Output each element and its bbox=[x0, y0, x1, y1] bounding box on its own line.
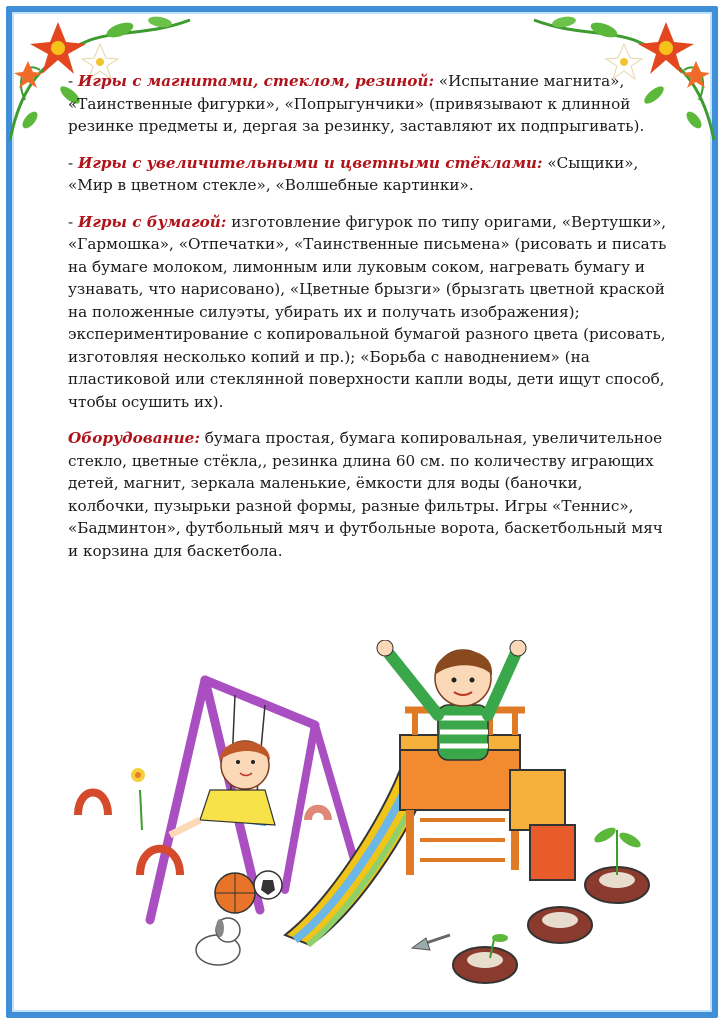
flower-icon bbox=[131, 768, 145, 830]
section-body: изготовление фигурок по типу оригами, «Вертушки», «Гармошка», «Отпечатки», «Таинственные письмена» (рисовать и писать на бумаге молоком, лимонным или луковым соком, нагревать бумагу и узнавать, что нарисовано), «Цветные брызги» (брызгать цветной краской на положенные силуэты, убирать их и получать изображения); экспериментирование с копировальной бумагой разного цвета (рисовать, изготовляя несколько копий и пр.); «Борьба с наводнением» (на пластиковой или стеклянной поверхности капли воды, дети ищут способ, чтобы осушить их). bbox=[68, 212, 667, 411]
slide-icon bbox=[285, 710, 575, 945]
section-equipment bbox=[68, 427, 668, 562]
section-magnets bbox=[68, 70, 668, 138]
content bbox=[68, 70, 668, 576]
section-body: «Сыщики», «Мир в цветном стекле», «Волшебные картинки». bbox=[68, 153, 639, 194]
section-glass bbox=[68, 152, 668, 197]
section-prefix: - bbox=[68, 72, 78, 90]
section-paper bbox=[68, 211, 668, 414]
puppy-icon bbox=[196, 918, 240, 965]
section-body: бумага простая, бумага копировальная, увеличительное стекло, цветные стёкла,, резинка длина 60 см. по количеству играющих детей, магнит, зеркала маленькие, ёмкости для воды (баночки, колбочки, пузырьки разной формы, разные фильтры. Игры «Теннис», «Бадминтон», футбольный мяч и футбольные ворота, баскетбольный мяч и корзина для баскетбола. bbox=[68, 429, 663, 560]
section-body: «Испытание магнита», «Таинственные фигурки», «Попрыгунчики» (привязывают к длинной резинке предметы и, дергая за резинку, заставляют их подпрыгивать). bbox=[68, 72, 645, 135]
section-heading: Игры с увеличительными и цветными стёклами: bbox=[77, 153, 543, 172]
section-prefix: - bbox=[68, 212, 78, 231]
section-heading: Оборудование: bbox=[68, 429, 200, 447]
playground-illustration bbox=[60, 640, 680, 990]
section-heading: Игры с бумагой: bbox=[77, 212, 227, 231]
section-prefix: - bbox=[68, 153, 78, 172]
section-heading: Игры с магнитами, стеклом, резиной: bbox=[77, 72, 435, 90]
